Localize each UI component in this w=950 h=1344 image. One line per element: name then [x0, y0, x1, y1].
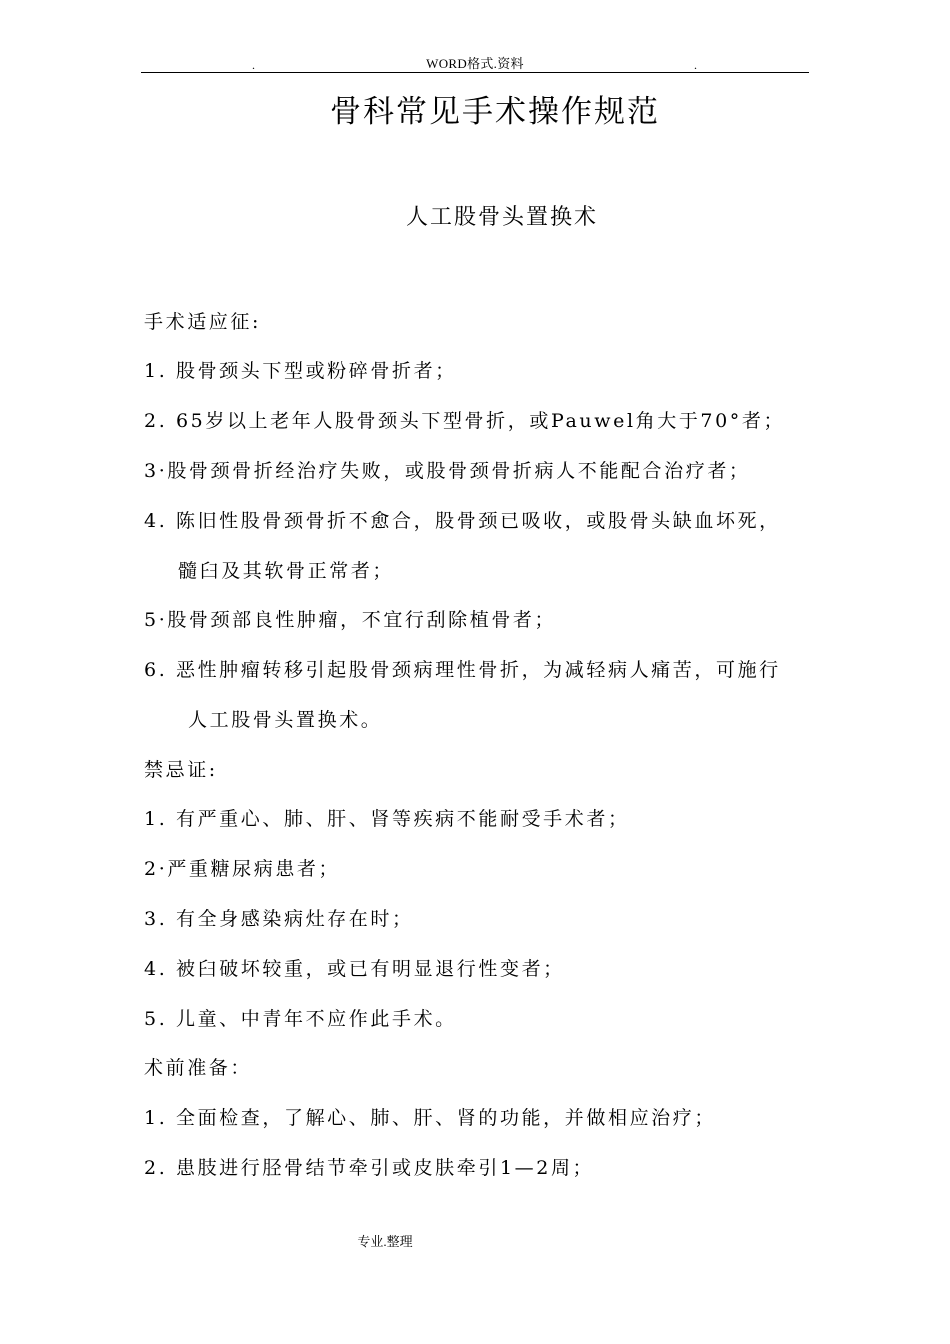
header-rule	[141, 72, 809, 73]
list-item: 5·股骨颈部良性肿瘤，不宜行刮除植骨者；	[144, 609, 557, 631]
list-item: 2·严重糖尿病患者；	[144, 858, 341, 880]
heading-indications: 手术适应征:	[144, 311, 262, 333]
list-item-continuation: 人工股骨头置换术。	[188, 709, 383, 731]
header-right-mark: .	[694, 58, 697, 72]
list-item: 3·股骨颈骨折经治疗失败，或股骨颈骨折病人不能配合治疗者；	[144, 460, 751, 482]
list-item: 5. 儿童、中青年不应作此手术。	[144, 1008, 457, 1030]
list-item: 1. 股骨颈头下型或粉碎骨折者；	[144, 360, 457, 382]
heading-preoperative-preparation: 术前准备：	[144, 1057, 253, 1079]
page-header: WORD格式.资料	[426, 56, 524, 71]
list-item-continuation: 髓臼及其软骨正常者；	[178, 560, 395, 582]
list-item: 4. 陈旧性股骨颈骨折不愈合，股骨颈已吸收，或股骨头缺血坏死，	[144, 510, 781, 532]
list-item: 2. 患肢进行胫骨结节牵引或皮肤牵引1—2周；	[144, 1157, 595, 1179]
document-title: 骨科常见手术操作规范	[330, 94, 660, 130]
list-item: 1. 有严重心、肺、肝、肾等疾病不能耐受手术者；	[144, 808, 630, 830]
header-left-mark: .	[252, 58, 255, 72]
section-title: 人工股骨头置换术	[405, 205, 598, 230]
list-item: 1. 全面检查，了解心、肺、肝、肾的功能，并做相应治疗；	[144, 1107, 716, 1129]
page-footer: 专业.整理	[357, 1234, 413, 1249]
list-item: 4. 被臼破坏较重，或已有明显退行性变者；	[144, 958, 565, 980]
list-item: 6. 恶性肿瘤转移引起股骨颈病理性骨折，为减轻病人痛苦，可施行	[144, 659, 781, 681]
list-item: 3. 有全身感染病灶存在时；	[144, 908, 414, 930]
heading-contraindications: 禁忌证:	[144, 759, 218, 781]
list-item: 2. 65岁以上老年人股骨颈头下型骨折，或Pauwel角大于70°者；	[144, 410, 786, 432]
